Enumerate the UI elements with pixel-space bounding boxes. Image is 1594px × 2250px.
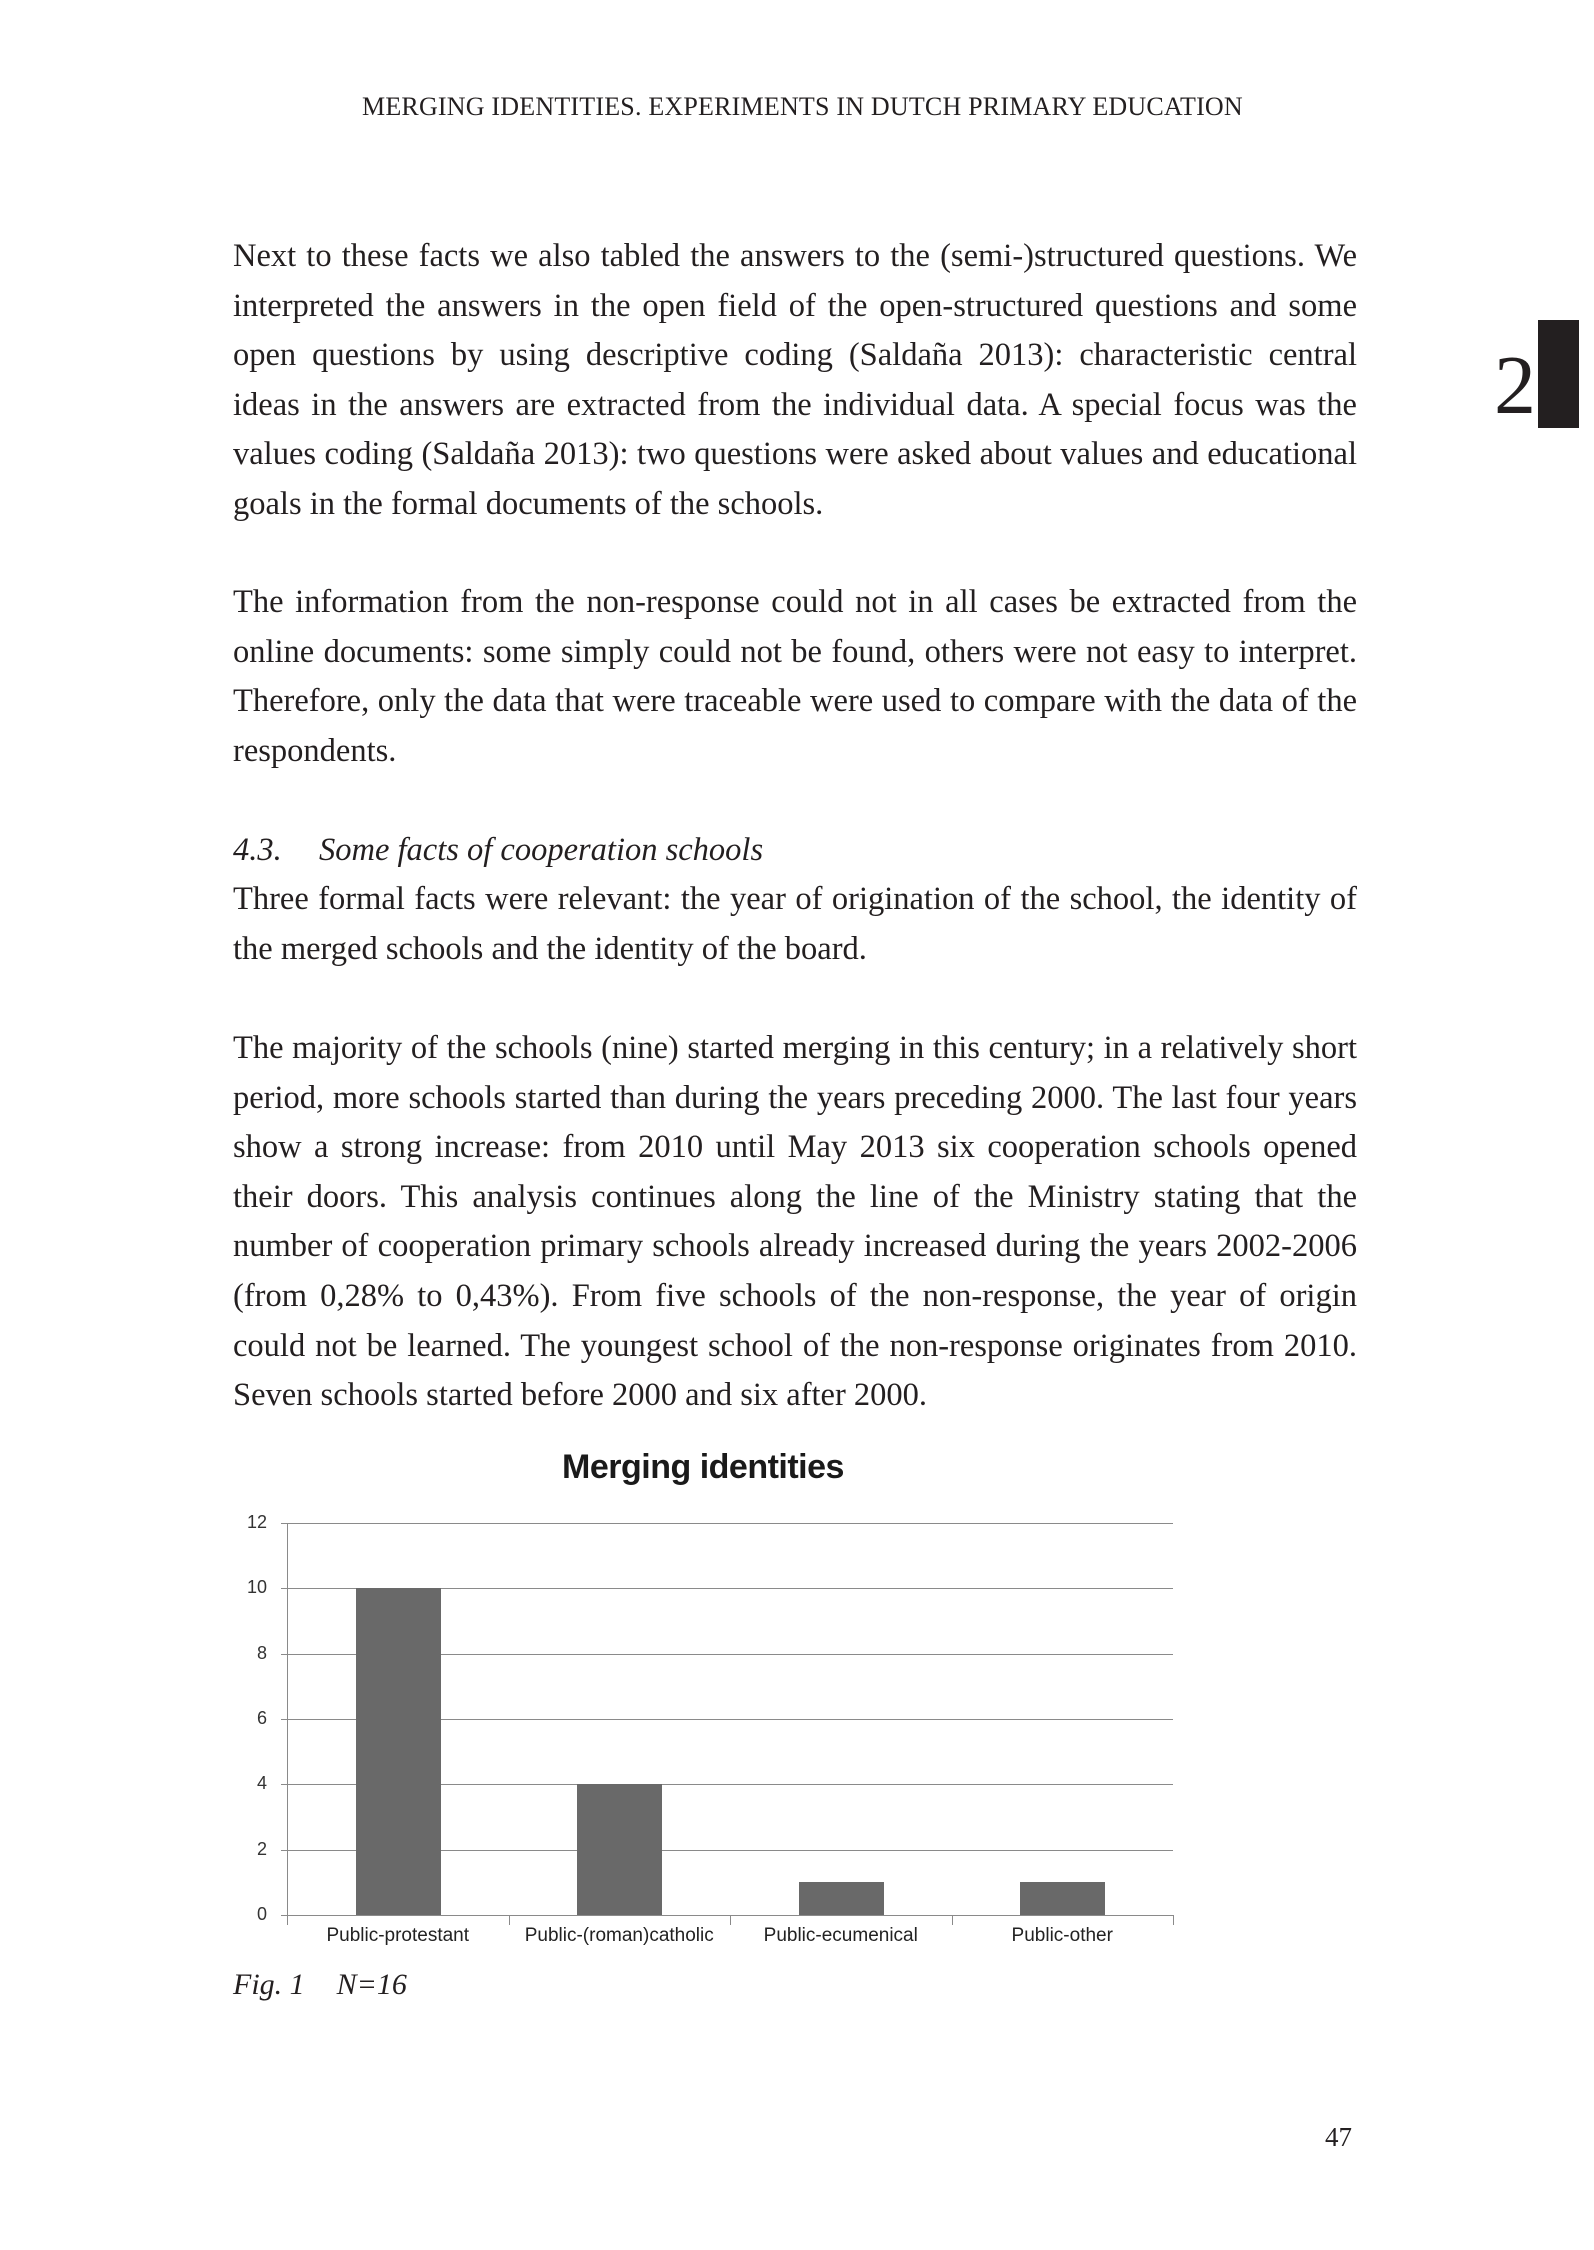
y-tick-label: 10 [246,1577,267,1598]
x-category-label: Public-other [1011,1925,1113,1946]
x-tick [730,1915,731,1925]
bar [577,1784,662,1915]
gridline [281,1523,1173,1524]
plot-area [246,1512,1173,1946]
bar [356,1588,441,1915]
running-head: MERGING IDENTITIES. EXPERIMENTS IN DUTCH PRIMARY EDUCATION [362,92,1243,121]
chapter-number: 2 [1494,339,1536,432]
y-tick-label: 6 [256,1708,267,1728]
x-category-label: Public-ecumenical [763,1925,918,1946]
section-heading [233,826,1357,876]
paragraph-majority: The majority of the schools (nine) started merging in this century; in a relatively short period, more schools started than during the years preceding 2000. The last four years show a strong increase: from 2010 until May 2013 six cooperation schools opened their doors. This analysis continues along the line of the Ministry stating that the number of cooperation primary schools already increased during the years 2002-2006 (from 0,28% to 0,43%). From five schools of the non-response, the year of origin could not be learned. The youngest school of the non-response originates from 2010. Seven schools started before 2000 and six after 2000. [233,1030,1357,1414]
x-tick [287,1915,288,1925]
paragraph-coding: Next to these facts we also tabled the answers to the (semi-)structured questions. We interpreted the answers in the open field of the open-structured questions and some open questions by using descriptive coding (Saldaña 2013): characteristic central ideas in the answers are extracted from the individual data. A special focus was the values coding (Saldaña 2013): two questions were asked about values and educational goals in the formal documents of the schools. [233,238,1357,522]
page-number: 47 [1325,2122,1352,2152]
bar [799,1882,884,1915]
chapter-tab-bar [1538,320,1579,428]
figure-label: Fig. 1 [233,1968,305,2001]
x-category-label: Public-(roman)catholic [524,1925,714,1946]
figure-sample-size: N=16 [336,1968,407,2001]
y-tick-label: 2 [256,1838,267,1859]
bar [1020,1882,1105,1915]
x-tick [952,1915,953,1925]
y-tick-label: 4 [256,1773,267,1794]
chapter-tab [1494,320,1579,432]
section-number: 4.3. [233,832,282,868]
x-tick [1173,1915,1174,1925]
chart-title: Merging identities [562,1448,844,1486]
x-category-label: Public-protestant [326,1925,470,1946]
y-tick-label: 0 [256,1904,267,1924]
y-tick-label: 8 [256,1642,267,1663]
figure-caption [233,1968,407,2002]
y-tick-label: 12 [246,1512,267,1532]
x-tick [509,1915,510,1925]
paragraph-formal-facts: Three formal facts were relevant: the year of origination of the school, the identity of the merged schools and the identity of the board. [233,881,1357,967]
section-title: Some facts of cooperation schools [319,832,764,868]
paragraph-non-response: The information from the non-response could not in all cases be extracted from the online documents: some simply could not be found, others were not easy to interpret. Therefore, only the data that were traceable were used to compare with the data of the respondents. [233,584,1357,769]
bar-chart [233,1440,1193,1960]
gridline [281,1915,1173,1916]
